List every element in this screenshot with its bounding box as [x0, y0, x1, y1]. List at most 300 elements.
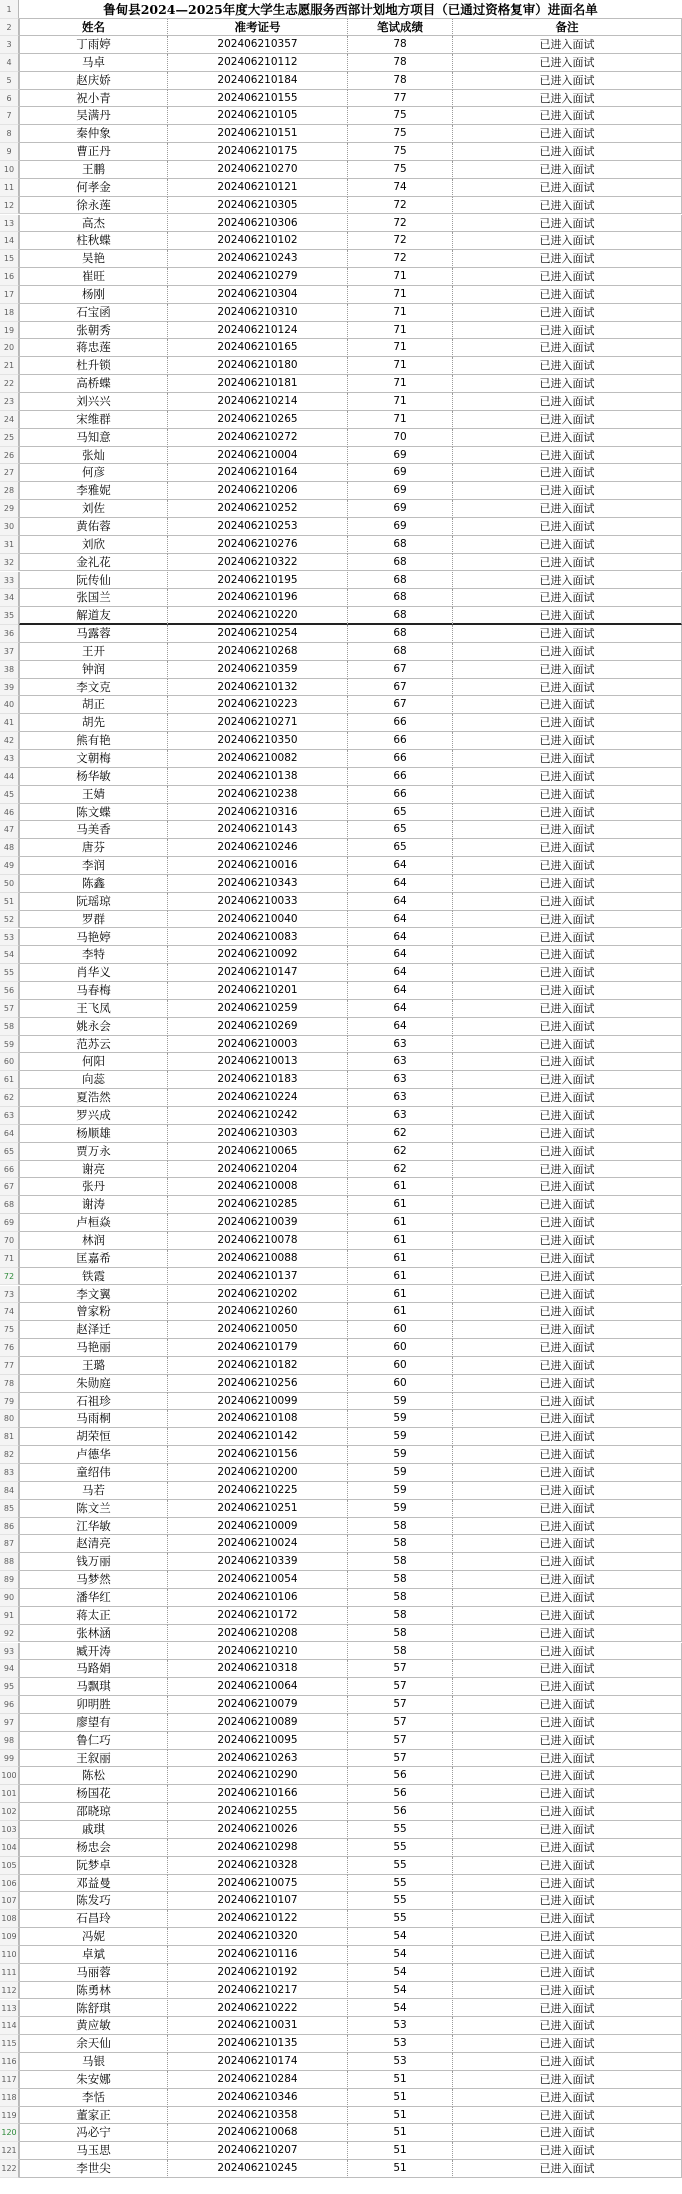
- name-cell[interactable]: 邓益曼: [19, 1875, 168, 1893]
- exam-number-cell[interactable]: 202406210358: [168, 2107, 348, 2125]
- score-cell[interactable]: 58: [348, 1553, 453, 1571]
- score-cell[interactable]: 61: [348, 1196, 453, 1214]
- remark-cell[interactable]: 已进入面试: [453, 1678, 682, 1696]
- remark-cell[interactable]: 已进入面试: [453, 714, 682, 732]
- score-cell[interactable]: 66: [348, 732, 453, 750]
- remark-cell[interactable]: 已进入面试: [453, 125, 682, 143]
- remark-cell[interactable]: 已进入面试: [453, 1892, 682, 1910]
- exam-number-cell[interactable]: 202406210245: [168, 2160, 348, 2178]
- remark-cell[interactable]: 已进入面试: [453, 1982, 682, 2000]
- score-cell[interactable]: 55: [348, 1875, 453, 1893]
- remark-cell[interactable]: 已进入面试: [453, 1286, 682, 1304]
- score-cell[interactable]: 75: [348, 107, 453, 125]
- score-cell[interactable]: 64: [348, 893, 453, 911]
- remark-cell[interactable]: 已进入面试: [453, 1303, 682, 1321]
- score-cell[interactable]: 64: [348, 1018, 453, 1036]
- name-cell[interactable]: 卢德华: [19, 1446, 168, 1464]
- name-cell[interactable]: 黄应敏: [19, 2017, 168, 2035]
- exam-number-cell[interactable]: 202406210122: [168, 1910, 348, 1928]
- score-cell[interactable]: 68: [348, 554, 453, 572]
- name-cell[interactable]: 林润: [19, 1232, 168, 1250]
- name-cell[interactable]: 铁霞: [19, 1268, 168, 1286]
- score-cell[interactable]: 58: [348, 1643, 453, 1661]
- score-cell[interactable]: 71: [348, 322, 453, 340]
- exam-number-cell[interactable]: 202406210142: [168, 1428, 348, 1446]
- score-cell[interactable]: 54: [348, 2000, 453, 2018]
- score-cell[interactable]: 61: [348, 1286, 453, 1304]
- name-cell[interactable]: 蒋太正: [19, 1607, 168, 1625]
- exam-number-cell[interactable]: 202406210223: [168, 696, 348, 714]
- remark-cell[interactable]: 已进入面试: [453, 661, 682, 679]
- score-cell[interactable]: 57: [348, 1660, 453, 1678]
- score-cell[interactable]: 56: [348, 1785, 453, 1803]
- name-cell[interactable]: 石昌玲: [19, 1910, 168, 1928]
- exam-number-cell[interactable]: 202406210303: [168, 1125, 348, 1143]
- score-cell[interactable]: 69: [348, 500, 453, 518]
- score-cell[interactable]: 53: [348, 2035, 453, 2053]
- name-cell[interactable]: 卢桓焱: [19, 1214, 168, 1232]
- remark-cell[interactable]: 已进入面试: [453, 1178, 682, 1196]
- exam-number-cell[interactable]: 202406210089: [168, 1714, 348, 1732]
- name-cell[interactable]: 陈文兰: [19, 1500, 168, 1518]
- remark-cell[interactable]: 已进入面试: [453, 732, 682, 750]
- remark-cell[interactable]: 已进入面试: [453, 1928, 682, 1946]
- remark-cell[interactable]: 已进入面试: [453, 2000, 682, 2018]
- score-cell[interactable]: 66: [348, 750, 453, 768]
- exam-number-cell[interactable]: 202406210272: [168, 429, 348, 447]
- exam-number-cell[interactable]: 202406210054: [168, 1571, 348, 1589]
- score-cell[interactable]: 53: [348, 2053, 453, 2071]
- name-cell[interactable]: 熊有艳: [19, 732, 168, 750]
- remark-cell[interactable]: 已进入面试: [453, 464, 682, 482]
- score-cell[interactable]: 71: [348, 304, 453, 322]
- exam-number-cell[interactable]: 202406210166: [168, 1785, 348, 1803]
- score-cell[interactable]: 67: [348, 661, 453, 679]
- remark-cell[interactable]: 已进入面试: [453, 447, 682, 465]
- score-cell[interactable]: 63: [348, 1107, 453, 1125]
- exam-number-cell[interactable]: 202406210137: [168, 1268, 348, 1286]
- remark-cell[interactable]: 已进入面试: [453, 911, 682, 929]
- remark-cell[interactable]: 已进入面试: [453, 750, 682, 768]
- exam-number-cell[interactable]: 202406210082: [168, 750, 348, 768]
- exam-number-cell[interactable]: 202406210124: [168, 322, 348, 340]
- exam-number-cell[interactable]: 202406210151: [168, 125, 348, 143]
- score-cell[interactable]: 67: [348, 696, 453, 714]
- remark-cell[interactable]: 已进入面试: [453, 2160, 682, 2178]
- remark-cell[interactable]: 已进入面试: [453, 1553, 682, 1571]
- name-cell[interactable]: 徐永莲: [19, 197, 168, 215]
- remark-cell[interactable]: 已进入面试: [453, 1232, 682, 1250]
- score-cell[interactable]: 51: [348, 2124, 453, 2142]
- name-cell[interactable]: 潘华红: [19, 1589, 168, 1607]
- exam-number-cell[interactable]: 202406210075: [168, 1875, 348, 1893]
- name-cell[interactable]: 柱秋蝶: [19, 232, 168, 250]
- exam-number-cell[interactable]: 202406210009: [168, 1518, 348, 1536]
- name-cell[interactable]: 马梦然: [19, 1571, 168, 1589]
- exam-number-cell[interactable]: 202406210195: [168, 572, 348, 590]
- exam-number-cell[interactable]: 202406210253: [168, 518, 348, 536]
- exam-number-cell[interactable]: 202406210039: [168, 1214, 348, 1232]
- remark-cell[interactable]: 已进入面试: [453, 1750, 682, 1768]
- name-cell[interactable]: 刘欣: [19, 536, 168, 554]
- name-cell[interactable]: 李特: [19, 946, 168, 964]
- score-cell[interactable]: 58: [348, 1607, 453, 1625]
- exam-number-cell[interactable]: 202406210346: [168, 2089, 348, 2107]
- exam-number-cell[interactable]: 202406210279: [168, 268, 348, 286]
- remark-cell[interactable]: 已进入面试: [453, 1857, 682, 1875]
- exam-number-cell[interactable]: 202406210031: [168, 2017, 348, 2035]
- name-cell[interactable]: 朱安娜: [19, 2071, 168, 2089]
- exam-number-cell[interactable]: 202406210271: [168, 714, 348, 732]
- exam-number-cell[interactable]: 202406210305: [168, 197, 348, 215]
- exam-number-cell[interactable]: 202406210263: [168, 1750, 348, 1768]
- name-cell[interactable]: 马雨桐: [19, 1410, 168, 1428]
- remark-cell[interactable]: 已进入面试: [453, 1250, 682, 1268]
- remark-cell[interactable]: 已进入面试: [453, 1571, 682, 1589]
- score-cell[interactable]: 51: [348, 2142, 453, 2160]
- name-cell[interactable]: 张朝秀: [19, 322, 168, 340]
- score-cell[interactable]: 71: [348, 357, 453, 375]
- score-cell[interactable]: 75: [348, 125, 453, 143]
- remark-cell[interactable]: 已进入面试: [453, 1125, 682, 1143]
- remark-cell[interactable]: 已进入面试: [453, 1875, 682, 1893]
- score-cell[interactable]: 71: [348, 286, 453, 304]
- remark-cell[interactable]: 已进入面试: [453, 1321, 682, 1339]
- name-cell[interactable]: 马知意: [19, 429, 168, 447]
- score-cell[interactable]: 69: [348, 447, 453, 465]
- score-cell[interactable]: 57: [348, 1678, 453, 1696]
- name-cell[interactable]: 李文翼: [19, 1286, 168, 1304]
- score-cell[interactable]: 63: [348, 1053, 453, 1071]
- name-cell[interactable]: 曹正丹: [19, 143, 168, 161]
- exam-number-cell[interactable]: 202406210222: [168, 2000, 348, 2018]
- name-cell[interactable]: 戚琪: [19, 1821, 168, 1839]
- remark-cell[interactable]: 已进入面试: [453, 875, 682, 893]
- name-cell[interactable]: 黄佑蓉: [19, 518, 168, 536]
- score-cell[interactable]: 64: [348, 964, 453, 982]
- remark-cell[interactable]: 已进入面试: [453, 90, 682, 108]
- remark-cell[interactable]: 已进入面试: [453, 215, 682, 233]
- score-cell[interactable]: 57: [348, 1732, 453, 1750]
- score-cell[interactable]: 55: [348, 1857, 453, 1875]
- remark-cell[interactable]: 已进入面试: [453, 1464, 682, 1482]
- score-cell[interactable]: 64: [348, 929, 453, 947]
- remark-cell[interactable]: 已进入面试: [453, 1018, 682, 1036]
- exam-number-cell[interactable]: 202406210099: [168, 1393, 348, 1411]
- remark-cell[interactable]: 已进入面试: [453, 679, 682, 697]
- remark-cell[interactable]: 已进入面试: [453, 1428, 682, 1446]
- score-cell[interactable]: 64: [348, 946, 453, 964]
- score-cell[interactable]: 56: [348, 1803, 453, 1821]
- score-cell[interactable]: 71: [348, 268, 453, 286]
- name-cell[interactable]: 吴满丹: [19, 107, 168, 125]
- exam-number-cell[interactable]: 202406210252: [168, 500, 348, 518]
- remark-cell[interactable]: 已进入面试: [453, 232, 682, 250]
- score-cell[interactable]: 61: [348, 1232, 453, 1250]
- remark-cell[interactable]: 已进入面试: [453, 1839, 682, 1857]
- name-cell[interactable]: 杨顺雄: [19, 1125, 168, 1143]
- remark-cell[interactable]: 已进入面试: [453, 1589, 682, 1607]
- exam-number-cell[interactable]: 202406210268: [168, 643, 348, 661]
- exam-number-cell[interactable]: 202406210026: [168, 1821, 348, 1839]
- name-cell[interactable]: 崔旺: [19, 268, 168, 286]
- remark-cell[interactable]: 已进入面试: [453, 1785, 682, 1803]
- remark-cell[interactable]: 已进入面试: [453, 393, 682, 411]
- score-cell[interactable]: 56: [348, 1767, 453, 1785]
- exam-number-cell[interactable]: 202406210068: [168, 2124, 348, 2142]
- remark-cell[interactable]: 已进入面试: [453, 1910, 682, 1928]
- exam-number-cell[interactable]: 202406210138: [168, 768, 348, 786]
- remark-cell[interactable]: 已进入面试: [453, 929, 682, 947]
- remark-cell[interactable]: 已进入面试: [453, 768, 682, 786]
- exam-number-cell[interactable]: 202406210214: [168, 393, 348, 411]
- score-cell[interactable]: 64: [348, 1000, 453, 1018]
- name-cell[interactable]: 张国兰: [19, 589, 168, 607]
- exam-number-cell[interactable]: 202406210220: [168, 607, 348, 625]
- name-cell[interactable]: 马飘琪: [19, 1678, 168, 1696]
- exam-number-cell[interactable]: 202406210088: [168, 1250, 348, 1268]
- name-cell[interactable]: 刘佐: [19, 500, 168, 518]
- score-cell[interactable]: 75: [348, 161, 453, 179]
- remark-cell[interactable]: 已进入面试: [453, 1143, 682, 1161]
- remark-cell[interactable]: 已进入面试: [453, 518, 682, 536]
- score-cell[interactable]: 60: [348, 1339, 453, 1357]
- score-cell[interactable]: 55: [348, 1839, 453, 1857]
- exam-number-cell[interactable]: 202406210065: [168, 1143, 348, 1161]
- name-cell[interactable]: 高杰: [19, 215, 168, 233]
- exam-number-cell[interactable]: 202406210135: [168, 2035, 348, 2053]
- score-cell[interactable]: 62: [348, 1161, 453, 1179]
- remark-cell[interactable]: 已进入面试: [453, 2124, 682, 2142]
- remark-cell[interactable]: 已进入面试: [453, 2035, 682, 2053]
- name-cell[interactable]: 罗群: [19, 911, 168, 929]
- exam-number-cell[interactable]: 202406210238: [168, 786, 348, 804]
- name-cell[interactable]: 马美香: [19, 821, 168, 839]
- exam-number-cell[interactable]: 202406210092: [168, 946, 348, 964]
- name-cell[interactable]: 马若: [19, 1482, 168, 1500]
- name-cell[interactable]: 臧开涛: [19, 1643, 168, 1661]
- exam-number-cell[interactable]: 202406210050: [168, 1321, 348, 1339]
- remark-cell[interactable]: 已进入面试: [453, 286, 682, 304]
- exam-number-cell[interactable]: 202406210259: [168, 1000, 348, 1018]
- name-cell[interactable]: 鲁仁巧: [19, 1732, 168, 1750]
- exam-number-cell[interactable]: 202406210112: [168, 54, 348, 72]
- remark-cell[interactable]: 已进入面试: [453, 1803, 682, 1821]
- exam-number-cell[interactable]: 202406210322: [168, 554, 348, 572]
- name-cell[interactable]: 马春梅: [19, 982, 168, 1000]
- exam-number-cell[interactable]: 202406210328: [168, 1857, 348, 1875]
- name-cell[interactable]: 胡先: [19, 714, 168, 732]
- score-cell[interactable]: 51: [348, 2160, 453, 2178]
- score-cell[interactable]: 58: [348, 1589, 453, 1607]
- remark-cell[interactable]: 已进入面试: [453, 1660, 682, 1678]
- score-cell[interactable]: 53: [348, 2017, 453, 2035]
- remark-cell[interactable]: 已进入面试: [453, 1161, 682, 1179]
- name-cell[interactable]: 王飞凤: [19, 1000, 168, 1018]
- name-cell[interactable]: 童绍伟: [19, 1464, 168, 1482]
- score-cell[interactable]: 64: [348, 911, 453, 929]
- name-cell[interactable]: 朱勋庭: [19, 1375, 168, 1393]
- exam-number-cell[interactable]: 202406210183: [168, 1071, 348, 1089]
- score-cell[interactable]: 78: [348, 72, 453, 90]
- name-cell[interactable]: 石宝函: [19, 304, 168, 322]
- exam-number-cell[interactable]: 202406210210: [168, 1643, 348, 1661]
- exam-number-cell[interactable]: 202406210208: [168, 1625, 348, 1643]
- score-cell[interactable]: 72: [348, 232, 453, 250]
- exam-number-cell[interactable]: 202406210108: [168, 1410, 348, 1428]
- score-cell[interactable]: 55: [348, 1892, 453, 1910]
- name-cell[interactable]: 胡荣恒: [19, 1428, 168, 1446]
- exam-number-cell[interactable]: 202406210243: [168, 250, 348, 268]
- score-cell[interactable]: 74: [348, 179, 453, 197]
- remark-cell[interactable]: 已进入面试: [453, 339, 682, 357]
- score-cell[interactable]: 59: [348, 1410, 453, 1428]
- exam-number-cell[interactable]: 202406210181: [168, 375, 348, 393]
- remark-cell[interactable]: 已进入面试: [453, 982, 682, 1000]
- exam-number-cell[interactable]: 202406210359: [168, 661, 348, 679]
- exam-number-cell[interactable]: 202406210102: [168, 232, 348, 250]
- name-cell[interactable]: 王婧: [19, 786, 168, 804]
- score-cell[interactable]: 54: [348, 1964, 453, 1982]
- exam-number-cell[interactable]: 202406210184: [168, 72, 348, 90]
- score-cell[interactable]: 60: [348, 1321, 453, 1339]
- remark-cell[interactable]: 已进入面试: [453, 964, 682, 982]
- exam-number-cell[interactable]: 202406210172: [168, 1607, 348, 1625]
- score-cell[interactable]: 62: [348, 1125, 453, 1143]
- score-cell[interactable]: 54: [348, 1946, 453, 1964]
- name-cell[interactable]: 江华敏: [19, 1518, 168, 1536]
- name-cell[interactable]: 陈文蝶: [19, 804, 168, 822]
- remark-cell[interactable]: 已进入面试: [453, 1732, 682, 1750]
- name-cell[interactable]: 何阳: [19, 1053, 168, 1071]
- score-cell[interactable]: 55: [348, 1821, 453, 1839]
- remark-cell[interactable]: 已进入面试: [453, 839, 682, 857]
- exam-number-cell[interactable]: 202406210318: [168, 1660, 348, 1678]
- exam-number-cell[interactable]: 202406210079: [168, 1696, 348, 1714]
- exam-number-cell[interactable]: 202406210105: [168, 107, 348, 125]
- name-cell[interactable]: 阮梦卓: [19, 1857, 168, 1875]
- score-cell[interactable]: 65: [348, 839, 453, 857]
- exam-number-cell[interactable]: 202406210339: [168, 1553, 348, 1571]
- remark-cell[interactable]: 已进入面试: [453, 411, 682, 429]
- remark-cell[interactable]: 已进入面试: [453, 268, 682, 286]
- name-cell[interactable]: 祝小青: [19, 90, 168, 108]
- remark-cell[interactable]: 已进入面试: [453, 1107, 682, 1125]
- score-cell[interactable]: 64: [348, 982, 453, 1000]
- exam-number-cell[interactable]: 202406210224: [168, 1089, 348, 1107]
- remark-cell[interactable]: 已进入面试: [453, 1393, 682, 1411]
- name-cell[interactable]: 向蕊: [19, 1071, 168, 1089]
- exam-number-cell[interactable]: 202406210107: [168, 1892, 348, 1910]
- score-cell[interactable]: 51: [348, 2089, 453, 2107]
- remark-cell[interactable]: 已进入面试: [453, 1268, 682, 1286]
- exam-number-cell[interactable]: 202406210121: [168, 179, 348, 197]
- remark-cell[interactable]: 已进入面试: [453, 1071, 682, 1089]
- name-cell[interactable]: 冯妮: [19, 1928, 168, 1946]
- remark-cell[interactable]: 已进入面试: [453, 322, 682, 340]
- name-cell[interactable]: 赵清亮: [19, 1535, 168, 1553]
- exam-number-cell[interactable]: 202406210008: [168, 1178, 348, 1196]
- remark-cell[interactable]: 已进入面试: [453, 429, 682, 447]
- exam-number-cell[interactable]: 202406210033: [168, 893, 348, 911]
- remark-cell[interactable]: 已进入面试: [453, 1946, 682, 1964]
- exam-number-cell[interactable]: 202406210304: [168, 286, 348, 304]
- name-cell[interactable]: 谢亮: [19, 1161, 168, 1179]
- remark-cell[interactable]: 已进入面试: [453, 357, 682, 375]
- score-cell[interactable]: 59: [348, 1464, 453, 1482]
- remark-cell[interactable]: 已进入面试: [453, 250, 682, 268]
- score-cell[interactable]: 57: [348, 1750, 453, 1768]
- score-cell[interactable]: 66: [348, 714, 453, 732]
- name-cell[interactable]: 石祖珍: [19, 1393, 168, 1411]
- score-cell[interactable]: 59: [348, 1500, 453, 1518]
- name-cell[interactable]: 马丽蓉: [19, 1964, 168, 1982]
- remark-cell[interactable]: 已进入面试: [453, 375, 682, 393]
- name-cell[interactable]: 蒋忠莲: [19, 339, 168, 357]
- exam-number-cell[interactable]: 202406210285: [168, 1196, 348, 1214]
- exam-number-cell[interactable]: 202406210083: [168, 929, 348, 947]
- exam-number-cell[interactable]: 202406210310: [168, 304, 348, 322]
- name-cell[interactable]: 余天仙: [19, 2035, 168, 2053]
- remark-cell[interactable]: 已进入面试: [453, 857, 682, 875]
- exam-number-cell[interactable]: 202406210276: [168, 536, 348, 554]
- score-cell[interactable]: 58: [348, 1571, 453, 1589]
- remark-cell[interactable]: 已进入面试: [453, 1446, 682, 1464]
- exam-number-cell[interactable]: 202406210106: [168, 1589, 348, 1607]
- exam-number-cell[interactable]: 202406210270: [168, 161, 348, 179]
- name-cell[interactable]: 阮瑶琼: [19, 893, 168, 911]
- name-cell[interactable]: 李润: [19, 857, 168, 875]
- name-cell[interactable]: 邵晓琼: [19, 1803, 168, 1821]
- remark-cell[interactable]: 已进入面试: [453, 946, 682, 964]
- name-cell[interactable]: 陈松: [19, 1767, 168, 1785]
- exam-number-cell[interactable]: 202406210155: [168, 90, 348, 108]
- remark-cell[interactable]: 已进入面试: [453, 482, 682, 500]
- name-cell[interactable]: 马露蓉: [19, 625, 168, 643]
- exam-number-cell[interactable]: 202406210350: [168, 732, 348, 750]
- name-cell[interactable]: 杨刚: [19, 286, 168, 304]
- score-cell[interactable]: 69: [348, 518, 453, 536]
- score-cell[interactable]: 72: [348, 197, 453, 215]
- exam-number-cell[interactable]: 202406210254: [168, 625, 348, 643]
- remark-cell[interactable]: 已进入面试: [453, 143, 682, 161]
- remark-cell[interactable]: 已进入面试: [453, 1339, 682, 1357]
- name-cell[interactable]: 解道友: [19, 607, 168, 625]
- score-cell[interactable]: 57: [348, 1696, 453, 1714]
- exam-number-cell[interactable]: 202406210246: [168, 839, 348, 857]
- exam-number-cell[interactable]: 202406210040: [168, 911, 348, 929]
- remark-cell[interactable]: 已进入面试: [453, 1643, 682, 1661]
- score-cell[interactable]: 67: [348, 679, 453, 697]
- remark-cell[interactable]: 已进入面试: [453, 72, 682, 90]
- name-cell[interactable]: 钟润: [19, 661, 168, 679]
- exam-number-cell[interactable]: 202406210147: [168, 964, 348, 982]
- remark-cell[interactable]: 已进入面试: [453, 1518, 682, 1536]
- remark-cell[interactable]: 已进入面试: [453, 304, 682, 322]
- score-cell[interactable]: 62: [348, 1143, 453, 1161]
- remark-cell[interactable]: 已进入面试: [453, 893, 682, 911]
- exam-number-cell[interactable]: 202406210179: [168, 1339, 348, 1357]
- exam-number-cell[interactable]: 202406210343: [168, 875, 348, 893]
- exam-number-cell[interactable]: 202406210256: [168, 1375, 348, 1393]
- score-cell[interactable]: 59: [348, 1393, 453, 1411]
- remark-cell[interactable]: 已进入面试: [453, 786, 682, 804]
- exam-number-cell[interactable]: 202406210180: [168, 357, 348, 375]
- remark-cell[interactable]: 已进入面试: [453, 54, 682, 72]
- remark-cell[interactable]: 已进入面试: [453, 107, 682, 125]
- remark-cell[interactable]: 已进入面试: [453, 804, 682, 822]
- name-cell[interactable]: 赵庆娇: [19, 72, 168, 90]
